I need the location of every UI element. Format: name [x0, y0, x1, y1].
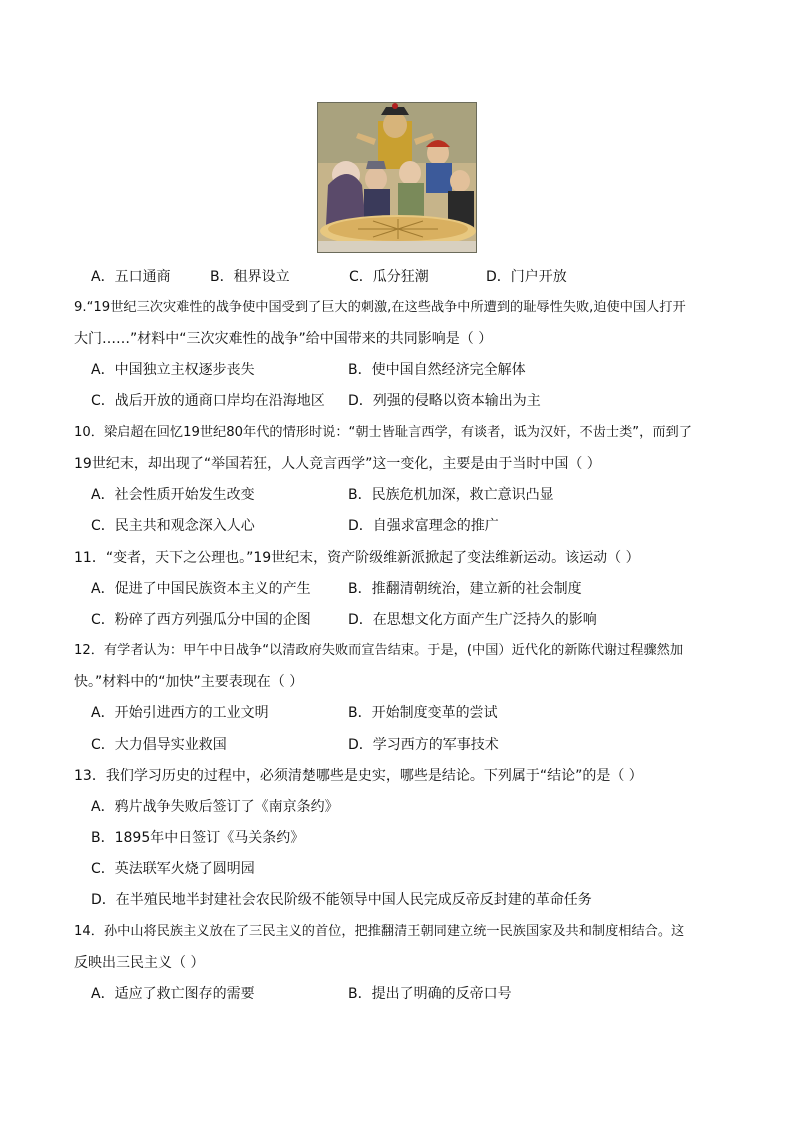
- q8-option-b[interactable]: B．租界设立: [210, 269, 290, 285]
- q12-option-c[interactable]: C．大力倡导实业救国: [91, 737, 227, 753]
- q14-option-b[interactable]: B．提出了明确的反帝口号: [348, 986, 512, 1002]
- q14-stem-line2: 反映出三民主义（ ）: [74, 955, 205, 971]
- q11-option-d[interactable]: D．在思想文化方面产生广泛持久的影响: [348, 612, 597, 628]
- q9-stem-line1: 9.“19世纪三次灾难性的战争使中国受到了巨大的刺激,在这些战争中所遭到的耻辱性失败,迫使中国人打开: [74, 300, 686, 315]
- q13-option-b[interactable]: B．1895年中日签订《马关条约》: [91, 830, 305, 846]
- q10-stem-line2: 19世纪末，却出现了“举国若狂，人人竞言西学”这一变化，主要是由于当时中国（ ）: [74, 456, 601, 472]
- q10-stem-line1: 10．梁启超在回忆19世纪80年代的情形时说：“朝士皆耻言西学，有谈者，诋为汉奸，不齿士类”，而到了: [74, 425, 692, 440]
- q12-option-a[interactable]: A．开始引进西方的工业文明: [91, 705, 269, 721]
- q8-option-d[interactable]: D．门户开放: [486, 269, 567, 285]
- q13-option-c[interactable]: C．英法联军火烧了圆明园: [91, 861, 255, 877]
- q13-option-a[interactable]: A．鸦片战争失败后签订了《南京条约》: [91, 799, 339, 815]
- q10-option-b[interactable]: B．民族危机加深，救亡意识凸显: [348, 487, 554, 503]
- q9-option-d[interactable]: D．列强的侵略以资本输出为主: [348, 393, 541, 409]
- q12-option-d[interactable]: D．学习西方的军事技术: [348, 737, 499, 753]
- q11-option-b[interactable]: B．推翻清朝统治，建立新的社会制度: [348, 581, 582, 597]
- q11-stem-line1: 11．“变者，天下之公理也。”19世纪末，资产阶级维新派掀起了变法维新运动。该运动（ ）: [74, 550, 640, 566]
- q11-option-a[interactable]: A．促进了中国民族资本主义的产生: [91, 581, 311, 597]
- q10-option-a[interactable]: A．社会性质开始发生改变: [91, 487, 255, 503]
- q10-option-c[interactable]: C．民主共和观念深入人心: [91, 518, 255, 534]
- q8-option-c[interactable]: C．瓜分狂潮: [349, 269, 429, 285]
- q12-stem-line1: 12．有学者认为：甲午中日战争“以清政府失败而宣告结束。于是，(中国）近代化的新陈代谢过程骤然加: [74, 643, 684, 658]
- q13-stem-line1: 13．我们学习历史的过程中，必须清楚哪些是史实，哪些是结论。下列属于“结论”的是（ ）: [74, 768, 643, 784]
- q9-option-c[interactable]: C．战后开放的通商口岸均在沿海地区: [91, 393, 325, 409]
- q14-option-a[interactable]: A．适应了救亡图存的需要: [91, 986, 255, 1002]
- q11-option-c[interactable]: C．粉碎了西方列强瓜分中国的企图: [91, 612, 311, 628]
- q8-option-a[interactable]: A．五口通商: [91, 269, 171, 285]
- q9-option-b[interactable]: B．使中国自然经济完全解体: [348, 362, 526, 378]
- q12-option-b[interactable]: B．开始制度变革的尝试: [348, 705, 498, 721]
- q10-option-d[interactable]: D．自强求富理念的推广: [348, 518, 499, 534]
- partition-of-china-cartoon: [317, 102, 477, 253]
- q12-stem-line2: 快。”材料中的“加快”主要表现在（ ）: [74, 674, 304, 690]
- q14-stem-line1: 14．孙中山将民族主义放在了三民主义的首位，把推翻清王朝同建立统一民族国家及共和制度相结合。这: [74, 924, 685, 939]
- q13-option-d[interactable]: D．在半殖民地半封建社会农民阶级不能领导中国人民完成反帝反封建的革命任务: [91, 892, 592, 908]
- q9-option-a[interactable]: A．中国独立主权逐步丧失: [91, 362, 255, 378]
- q9-stem-line2: 大门……”材料中“三次灾难性的战争”给中国带来的共同影响是（ ）: [74, 331, 493, 347]
